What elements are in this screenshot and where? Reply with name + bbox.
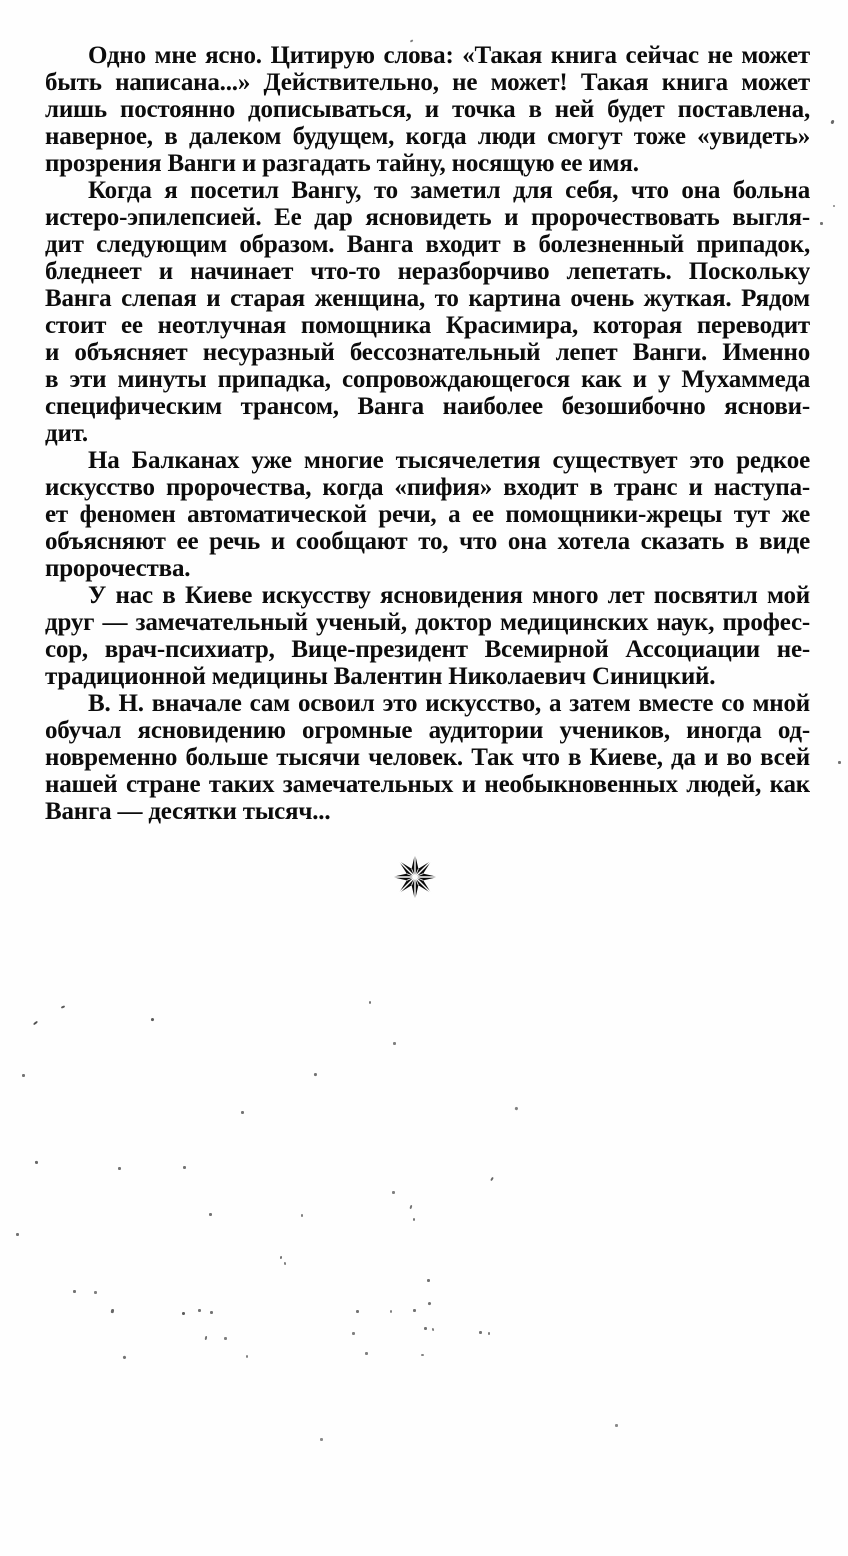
paragraph-1 (45, 42, 810, 177)
scan-speck (320, 1438, 323, 1441)
scan-speck (209, 1213, 212, 1216)
scan-speck (393, 1042, 396, 1045)
scan-speck (284, 1262, 286, 1265)
text-line: В. Н. вначале сам освоил это искусство, а затем вместе со мной (88, 690, 810, 717)
scan-speck (424, 1327, 427, 1330)
text-line: Одно мне ясно. Цитирую слова: «Такая книга сейчас не может (88, 42, 810, 69)
scan-speck (413, 1218, 415, 1221)
text-line: Когда я посетил Вангу, то заметил для себя, что она больна (88, 177, 810, 204)
text-line: У нас в Киеве искусству ясновидения много лет посвятил мой (88, 582, 810, 609)
scan-speck (479, 1331, 482, 1334)
eight-pointed-star-icon (390, 851, 440, 903)
scan-speck (241, 1111, 244, 1114)
scan-speck (61, 1005, 65, 1009)
scan-speck (838, 761, 841, 764)
scan-speck (205, 1336, 208, 1340)
text-line: в эти минуты припадка, сопровождающегося как и у Мухаммеда (45, 366, 810, 393)
scan-speck (224, 1337, 227, 1340)
text-line: На Балканах уже многие тысячелетия существует это редкое (88, 447, 810, 474)
text-line: бледнеет и начинает что-то неразборчиво лепетать. Поскольку (45, 258, 810, 285)
text-line: дит следующим образом. Ванга входит в болезненный припадок, (45, 231, 810, 258)
scan-speck (111, 1309, 114, 1313)
paragraph-3 (45, 447, 810, 582)
text-line: Ванга слепая и старая женщина, то картина очень жуткая. Рядом (45, 285, 810, 312)
scan-speck (301, 1214, 303, 1217)
scan-speck (22, 1074, 25, 1077)
text-line: стоит ее неотлучная помощника Красимира, которая переводит (45, 312, 810, 339)
text-line: быть написана...» Действительно, не может! Такая книга может (45, 69, 810, 96)
scan-speck (432, 1328, 435, 1331)
scan-speck (73, 1290, 76, 1293)
scan-speck (833, 205, 835, 207)
scan-speck (410, 1205, 413, 1209)
text-line: истеро-эпилепсией. Ее дар ясновидеть и пророчествовать выгля- (45, 204, 810, 231)
scan-speck (94, 1291, 97, 1294)
text-line: и объясняет несуразный бессознательный лепет Ванги. Именно (45, 339, 810, 366)
text-line: пророчества. (45, 555, 191, 582)
text-line: прозрения Ванги и разгадать тайну, носящую ее имя. (45, 150, 639, 177)
text-line: нашей стране таких замечательных и необыкновенных людей, как (45, 771, 810, 798)
scan-speck (183, 1166, 186, 1169)
text-line: друг — замечательный ученый, доктор медицинских наук, профес- (45, 609, 810, 636)
scan-speck (830, 120, 834, 125)
scan-speck (356, 1310, 359, 1313)
scan-speck (352, 1332, 355, 1335)
text-line: объясняют ее речь и сообщают то, что она хотела сказать в виде (45, 528, 810, 555)
scan-speck (413, 1309, 416, 1312)
paragraph-2 (45, 177, 810, 447)
scan-speck (515, 1107, 518, 1110)
text-line: специфическим трансом, Ванга наиболее безошибочно яснови- (45, 393, 810, 420)
text-line: ет феномен автоматической речи, а ее помощники-жрецы тут же (45, 501, 810, 528)
text-line: обучал ясновидению огромные аудитории учеников, иногда од- (45, 717, 810, 744)
scan-speck (421, 1354, 424, 1356)
scan-speck (392, 1191, 395, 1194)
scan-speck (246, 1355, 248, 1358)
scan-speck (365, 1352, 368, 1355)
scan-speck (33, 1021, 38, 1026)
scan-speck (428, 1302, 431, 1306)
text-line: традиционной медицины Валентин Николаевич Синицкий. (45, 663, 716, 690)
scan-speck (118, 1167, 121, 1170)
scan-speck (151, 1018, 154, 1022)
scan-speck (35, 1161, 38, 1164)
scan-speck (390, 1310, 392, 1313)
text-line: искусство пророчества, когда «пифия» входит в транс и наступа- (45, 474, 810, 501)
scan-speck (210, 1311, 213, 1314)
scan-speck (820, 222, 823, 225)
text-line: наверное, в далеком будущем, когда люди смогут тоже «увидеть» (45, 123, 810, 150)
scan-speck (16, 1233, 19, 1236)
paragraph-4 (45, 582, 810, 690)
scan-speck (280, 1256, 282, 1259)
scan-speck (369, 1001, 371, 1004)
scan-speck (615, 1424, 618, 1427)
text-line: лишь постоянно дописываться, и точка в ней будет поставлена, (45, 96, 810, 123)
paragraph-5 (45, 690, 810, 825)
scan-speck (488, 1332, 490, 1335)
scan-speck (314, 1073, 317, 1076)
scan-speck (427, 1279, 430, 1282)
text-line: сор, врач-психиатр, Вице-президент Всемирной Ассоциации не- (45, 636, 810, 663)
text-line: новременно больше тысячи человек. Так что в Киеве, да и во всей (45, 744, 810, 771)
text-line: Ванга — десятки тысяч... (45, 798, 331, 825)
scan-speck (123, 1356, 126, 1360)
scan-speck (182, 1312, 185, 1315)
scan-speck (198, 1309, 201, 1312)
text-line: дит. (45, 420, 88, 447)
scan-speck (490, 1177, 494, 1181)
body-text (45, 42, 810, 825)
